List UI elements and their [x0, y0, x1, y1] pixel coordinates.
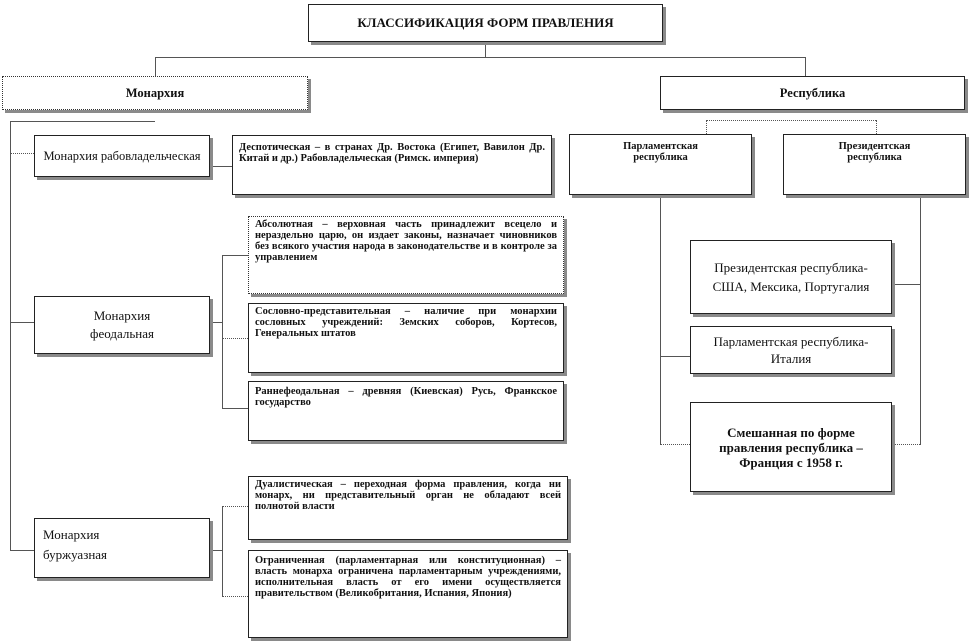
absolute-monarchy-desc: Абсолютная – верховная часть принадлежит всецело и нераздельно царю, он издает законы, назначает чиновников без всякого участия народа в законодательстве и в контроле за управлением	[248, 216, 564, 294]
connector	[876, 120, 877, 134]
estate-monarchy-desc: Сословно-представительная – наличие при монархии сословных учреждений: Земских соборов, Кортесов, Генеральных штатов	[248, 303, 564, 373]
connector	[222, 506, 248, 507]
connector	[155, 57, 805, 58]
connector	[660, 195, 661, 445]
connector	[210, 322, 222, 323]
connector	[10, 153, 34, 154]
connector	[706, 120, 707, 134]
limited-monarchy-desc: Ограниченная (парламентарная или конституционная) – власть монарха ограничена парламентарным учреждениями, исполнительная власть от его имени осуществляется правительством (Великобритания, Испания, Япония)	[248, 550, 568, 638]
mixed-republic-box: Смешанная по форме правления республика – Франция с 1958 г.	[690, 402, 892, 492]
presidential-republic-box: Президентская республика	[783, 134, 966, 195]
connector	[222, 255, 223, 408]
parliamentary-examples-box: Парламентская республика- Италия	[690, 326, 892, 374]
connector	[155, 57, 156, 76]
connector	[485, 42, 486, 58]
connector	[210, 550, 222, 551]
connector	[706, 120, 876, 121]
connector	[222, 596, 248, 597]
connector	[10, 121, 11, 551]
connector	[660, 356, 690, 357]
connector	[805, 57, 806, 76]
connector	[10, 322, 34, 323]
connector	[10, 550, 34, 551]
connector	[222, 506, 223, 596]
bourgeois-monarchy-box: Монархия буржуазная	[34, 518, 210, 578]
early-feudal-desc: Раннефеодальная – древняя (Киевская) Русь, Франкское государство	[248, 381, 564, 441]
diagram-title: КЛАССИФИКАЦИЯ ФОРМ ПРАВЛЕНИЯ	[308, 4, 663, 42]
republic-header: Республика	[660, 76, 965, 110]
slave-monarchy-desc: Деспотическая – в странах Др. Востока (Египет, Вавилон Др. Китай и др.) Рабовладельческая (Римск. империя)	[232, 135, 552, 195]
connector	[660, 444, 690, 445]
connector	[222, 255, 248, 256]
connector	[920, 195, 921, 445]
dualistic-monarchy-desc: Дуалистическая – переходная форма правления, когда ни монарх, ни представительный орган не обладают всей полнотой власти	[248, 476, 568, 540]
connector	[222, 338, 248, 339]
connector	[10, 121, 155, 122]
parliamentary-republic-box: Парламентская республика	[569, 134, 752, 195]
connector	[892, 284, 920, 285]
slave-monarchy-box: Монархия рабовладельческая	[34, 135, 210, 177]
feudal-monarchy-box: Монархия феодальная	[34, 296, 210, 354]
connector	[210, 166, 232, 167]
monarchy-header: Монархия	[2, 76, 308, 110]
connector	[222, 408, 248, 409]
presidential-examples-box: Президентская республика- США, Мексика, Португалия	[690, 240, 892, 314]
connector	[892, 444, 920, 445]
